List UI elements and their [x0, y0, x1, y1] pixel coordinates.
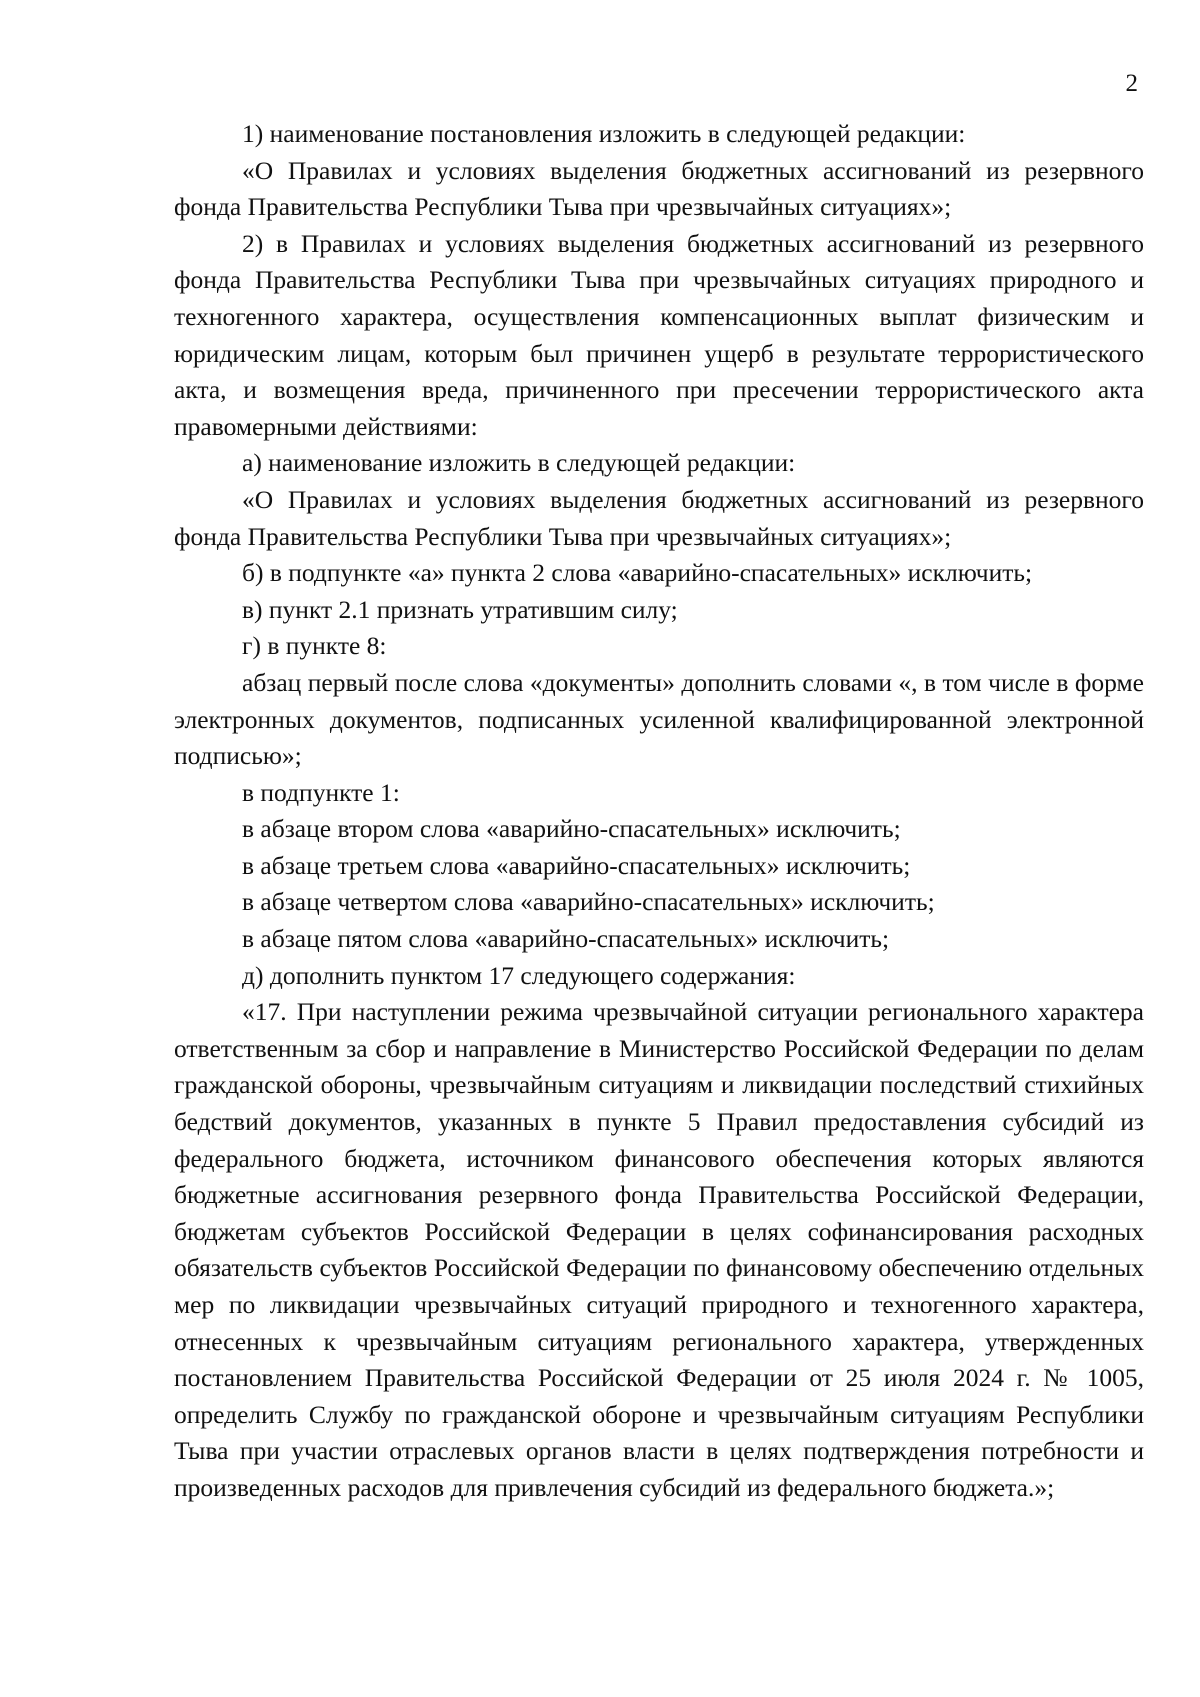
document-body	[174, 116, 1144, 1507]
paragraph-11: в абзаце втором слова «аварийно-спасательных» исключить;	[242, 814, 901, 844]
paragraph-9: абзац первый после слова «документы» дополнить словами «, в том числе в форме электронных документов, подписанных усиленной квалифицированной электронной подписью»;	[174, 667, 1144, 771]
paragraph-2: «О Правилах и условиях выделения бюджетных ассигнований из резервного фонда Правительства Республики Тыва при чрезвычайных ситуациях»;	[174, 155, 1144, 222]
paragraph-1: 1) наименование постановления изложить в следующей редакции:	[242, 119, 966, 148]
paragraph-6: б) в подпункте «а» пункта 2 слова «аварийно-спасательных» исключить;	[242, 558, 1033, 588]
paragraph-12: в абзаце третьем слова «аварийно-спасательных» исключить;	[242, 850, 911, 880]
paragraph-15: д) дополнить пунктом 17 следующего содержания:	[242, 960, 796, 990]
paragraph-13: в абзаце четвертом слова «аварийно-спасательных» исключить;	[242, 887, 935, 917]
paragraph-8: г) в пункте 8:	[242, 631, 387, 661]
paragraph-3: 2) в Правилах и условиях выделения бюджетных ассигнований из резервного фонда Правительства Республики Тыва при чрезвычайных ситуациях природного и техногенного характера, осуществления компенсационных выплат физическим и юридическим лицам, которым был причинен ущерб в результате террористического акта, и возмещения вреда, причиненного при пресечении террористического акта правомерными действиями:	[174, 228, 1144, 441]
paragraph-4: а) наименование изложить в следующей редакции:	[242, 448, 796, 478]
paragraph-10: в подпункте 1:	[242, 777, 400, 807]
paragraph-5: «О Правилах и условиях выделения бюджетных ассигнований из резервного фонда Правительства Республики Тыва при чрезвычайных ситуациях»;	[174, 484, 1144, 551]
paragraph-16: «17. При наступлении режима чрезвычайной ситуации регионального характера ответственным за сбор и направление в Министерство Российской Федерации по делам гражданской обороны, чрезвычайным ситуациям и ликвидации последствий стихийных бедствий документов, указанных в пункте 5 Правил предоставления субсидий из федерального бюджета, источником финансового обеспечения которых являются бюджетные ассигнования резервного фонда Правительства Российской Федерации, бюджетам субъектов Российской Федерации в целях софинансирования расходных обязательств субъектов Российской Федерации по финансовому обеспечению отдельных мер по ликвидации чрезвычайных ситуаций природного и техногенного характера, отнесенных к чрезвычайным ситуациям регионального характера, утвержденных постановлением Правительства Российской Федерации от 25 июля 2024 г. № 1005, определить Службу по гражданской обороне и чрезвычайным ситуациям Республики Тыва при участии отраслевых органов власти в целях подтверждения потребности и произведенных расходов для привлечения субсидий из федерального бюджета.»;	[174, 997, 1144, 1502]
page-number: 2	[1125, 70, 1138, 97]
paragraph-14: в абзаце пятом слова «аварийно-спасательных» исключить;	[242, 924, 890, 954]
paragraph-7: в) пункт 2.1 признать утратившим силу;	[242, 594, 678, 624]
